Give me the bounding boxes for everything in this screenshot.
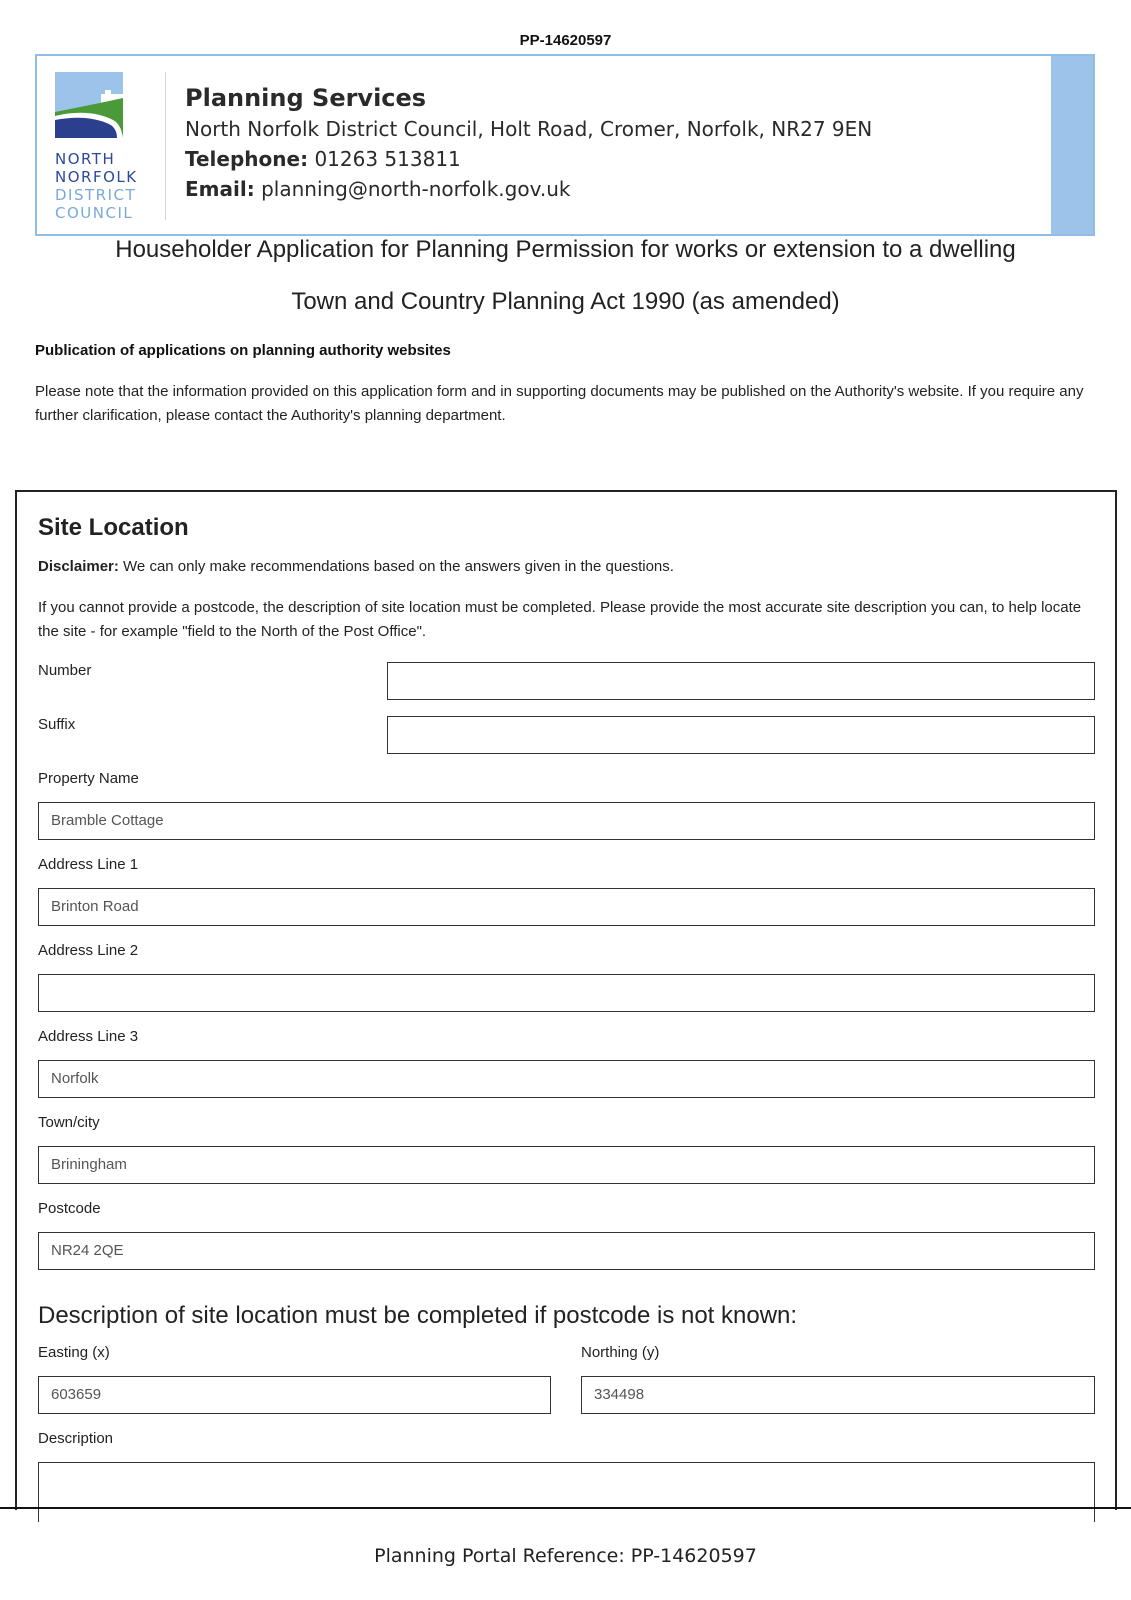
council-logo [55, 72, 155, 222]
easting-label: Easting (x) [38, 1344, 110, 1361]
council-logo-icon [55, 72, 123, 138]
email-label: Email: [185, 177, 255, 201]
telephone-label: Telephone: [185, 147, 309, 171]
header-telephone [185, 146, 872, 173]
footer-reference: Planning Portal Reference: PP-14620597 [374, 1545, 757, 1567]
logo-line-north: NORTH [55, 150, 116, 168]
logo-line-norfolk: NORFOLK [55, 168, 138, 186]
publication-text: Please note that the information provided on this application form and in supporting documents may be published on the Authority's website. If you require any further clarification, please contact the Authority's planning department. [35, 383, 1084, 424]
description-label: Description [38, 1430, 114, 1447]
site-location-section [15, 490, 1117, 1510]
postcode-note: If you cannot provide a postcode, the description of site location must be completed. Please provide the most accurate site description you can, to help locate the site - for example "field to the North of the Post Office". [38, 599, 1082, 640]
disclaimer-label: Disclaimer: [38, 558, 119, 575]
page-divider [0, 1507, 1131, 1509]
form-subtitle: Town and Country Planning Act 1990 (as amended) [291, 288, 840, 315]
postcode-field[interactable]: NR24 2QE [38, 1232, 1095, 1270]
address-line-2-label: Address Line 2 [38, 942, 139, 959]
property-name-field[interactable]: Bramble Cottage [38, 802, 1095, 840]
description-heading: Description of site location must be completed if postcode is not known: [38, 1302, 798, 1329]
number-label: Number [38, 662, 92, 679]
town-city-field[interactable]: Briningham [38, 1146, 1095, 1184]
northing-label: Northing (y) [581, 1344, 660, 1361]
address-line-1-label: Address Line 1 [38, 856, 139, 873]
northing-field[interactable]: 334498 [581, 1376, 1095, 1414]
logo-line-council: COUNCIL [55, 204, 134, 222]
header-accent-strip [1051, 56, 1093, 234]
telephone-value: 01263 513811 [314, 147, 461, 171]
document-reference: PP-14620597 [519, 32, 612, 49]
header-email [185, 176, 872, 203]
logo-line-district: DISTRICT [55, 186, 137, 204]
email-value[interactable]: planning@north-norfolk.gov.uk [261, 177, 571, 201]
header-divider [165, 72, 166, 220]
disclaimer-text: We can only make recommendations based on the answers given in the questions. [123, 558, 674, 575]
form-title: Householder Application for Planning Permission for works or extension to a dwelling [115, 236, 1016, 263]
disclaimer [38, 558, 674, 575]
section-title: Site Location [38, 514, 189, 541]
description-field[interactable] [38, 1462, 1095, 1522]
address-line-3-label: Address Line 3 [38, 1028, 139, 1045]
postcode-label: Postcode [38, 1200, 101, 1217]
publication-heading: Publication of applications on planning authority websites [35, 342, 451, 359]
address-line-1-field[interactable]: Brinton Road [38, 888, 1095, 926]
header-title: Planning Services [185, 84, 427, 112]
town-city-label: Town/city [38, 1114, 100, 1131]
suffix-field[interactable] [387, 716, 1095, 754]
number-field[interactable] [387, 662, 1095, 700]
council-logo-text [55, 150, 155, 222]
property-name-label: Property Name [38, 770, 139, 787]
suffix-label: Suffix [38, 716, 76, 733]
easting-field[interactable]: 603659 [38, 1376, 551, 1414]
header-address: North Norfolk District Council, Holt Road, Cromer, Norfolk, NR27 9EN [185, 117, 873, 141]
header-contact [185, 84, 872, 206]
address-line-3-field[interactable]: Norfolk [38, 1060, 1095, 1098]
address-line-2-field[interactable] [38, 974, 1095, 1012]
council-header [35, 54, 1095, 236]
